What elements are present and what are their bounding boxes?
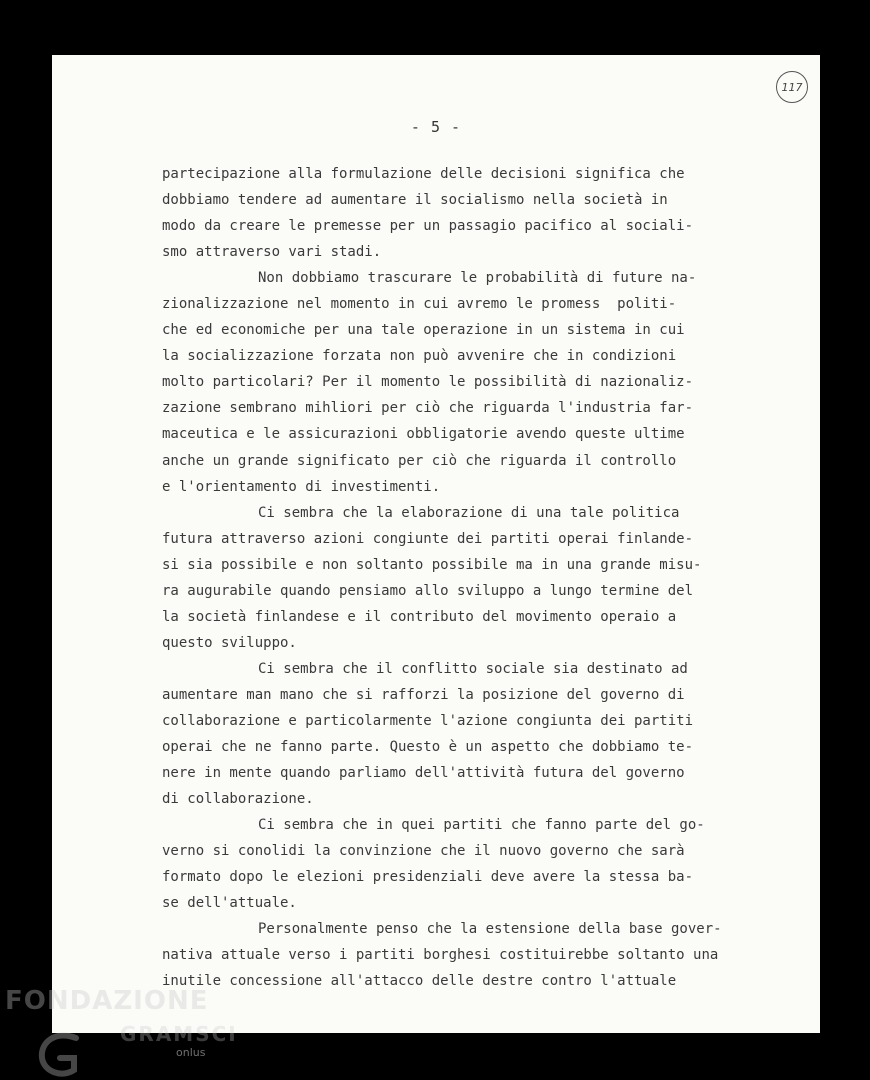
text-line: Non dobbiamo trascurare le probabilità di future na- xyxy=(258,270,697,287)
fondazione-logo-icon xyxy=(36,1024,96,1080)
text-line: smo attraverso vari stadi. xyxy=(162,244,382,261)
text-line: molto particolari? Per il momento le possibilità di nazionaliz- xyxy=(162,374,694,391)
text-line: nativa attuale verso i partiti borghesi costituirebbe soltanto una xyxy=(162,947,719,964)
text-line: partecipazione alla formulazione delle decisioni significa che xyxy=(162,166,685,182)
text-line: Personalmente penso che la estensione della base gover- xyxy=(258,921,722,938)
text-line: zionalizzazione nel momento in cui avremo le promess politi- xyxy=(162,296,677,313)
text-line: anche un grande significato per ciò che riguarda il controllo xyxy=(162,452,677,469)
text-line: questo sviluppo. xyxy=(162,634,297,651)
text-line: nere in mente quando parliamo dell'attività futura del governo xyxy=(162,765,685,782)
text-line: Ci sembra che il conflitto sociale sia destinato ad xyxy=(258,660,688,677)
text-line: e l'orientamento di investimenti. xyxy=(162,478,441,495)
text-line: Ci sembra che in quei partiti che fanno parte del go- xyxy=(258,817,705,834)
text-line: Ci sembra che la elaborazione di una tale politica xyxy=(258,504,680,521)
watermark-suffix: onlus xyxy=(176,1046,206,1059)
text-line: se dell'attuale. xyxy=(162,895,297,912)
text-line: si sia possibile e non soltanto possibile ma in una grande misu- xyxy=(162,556,702,573)
page-annotation-circle: 117 xyxy=(776,71,808,103)
text-line: che ed economiche per una tale operazione in un sistema in cui xyxy=(162,322,685,339)
watermark-subtitle: GRAMSCI xyxy=(120,1022,238,1046)
text-line: di collaborazione. xyxy=(162,791,314,808)
text-line: ra augurabile quando pensiamo allo sviluppo a lungo termine del xyxy=(162,582,694,599)
text-line: collaborazione e particolarmente l'azione congiunta dei partiti xyxy=(162,712,694,729)
document-page xyxy=(52,55,820,1033)
text-line: verno si conolidi la convinzione che il nuovo governo che sarà xyxy=(162,843,685,860)
text-line: maceutica e le assicurazioni obbligatorie avendo queste ultime xyxy=(162,426,685,443)
body-text xyxy=(162,161,768,995)
text-line: inutile concessione all'attacco delle destre contro l'attuale xyxy=(162,973,677,990)
watermark-title: FONDAZIONE xyxy=(5,986,209,1016)
text-line: modo da creare le premesse per un passagio pacifico al sociali- xyxy=(162,218,694,235)
text-line: formato dopo le elezioni presidenziali deve avere la stessa ba- xyxy=(162,869,694,886)
text-line: la socializzazione forzata non può avvenire che in condizioni xyxy=(162,348,677,365)
text-line: operai che ne fanno parte. Questo è un aspetto che dobbiamo te- xyxy=(162,739,694,756)
text-line: zazione sembrano mihliori per ciò che riguarda l'industria far- xyxy=(162,400,694,417)
text-line: la società finlandese e il contributo del movimento operaio a xyxy=(162,608,677,625)
text-line: aumentare man mano che si rafforzi la posizione del governo di xyxy=(162,686,685,703)
page-number: - 5 - xyxy=(410,118,462,136)
text-line: dobbiamo tendere ad aumentare il socialismo nella società in xyxy=(162,192,668,209)
text-line: futura attraverso azioni congiunte dei partiti operai finlande- xyxy=(162,530,694,547)
